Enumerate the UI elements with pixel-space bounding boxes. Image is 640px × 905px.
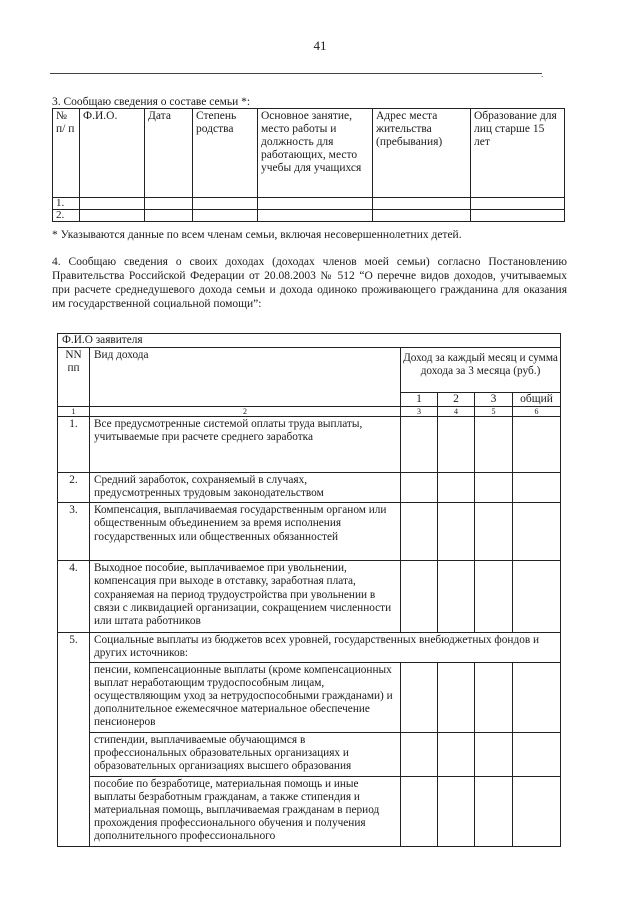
income-subtype: пенсии, компенсационные выплаты (кроме компенсационных выплат неработающим трудоспособным лицам, осуществляющим уход за нетрудоспособными гражданами) и дополнительное ежемесячное материальное обеспечение пенсионеров	[90, 662, 401, 732]
applicant-row	[58, 334, 561, 348]
month-total: общий	[513, 393, 561, 407]
amount-cell[interactable]	[401, 503, 438, 561]
input-cell[interactable]	[258, 198, 373, 210]
family-composition-table	[52, 108, 565, 222]
row-number: 4.	[58, 561, 90, 633]
col-income-type: Вид дохода	[90, 348, 401, 407]
amount-cell[interactable]	[401, 662, 438, 732]
col-number: № п/ п	[53, 109, 80, 198]
input-cell[interactable]	[373, 210, 471, 222]
section4-intro: 4. Сообщаю сведения о своих доходах (доходах членов моей семьи) согласно Постановлению Правительства Российской Федерации от 20.08.2003 № 512 “О перечне видов доходов, учитываемых при расчете среднедушевого дохода семьи и дохода одиноко проживающего гражданина для оказания им государственной социальной помощи”:	[52, 256, 567, 310]
table-row	[53, 210, 565, 222]
month-2: 2	[438, 393, 475, 407]
col-address: Адрес места жительства (пребывания)	[373, 109, 471, 198]
input-cell[interactable]	[80, 198, 145, 210]
amount-cell[interactable]	[475, 503, 513, 561]
table-row	[58, 662, 561, 732]
amount-cell[interactable]	[475, 417, 513, 473]
row-number: 1.	[58, 417, 90, 473]
col-index: 4	[438, 407, 475, 417]
input-cell[interactable]	[258, 210, 373, 222]
table-row	[58, 473, 561, 503]
col-index: 2	[90, 407, 401, 417]
month-1: 1	[401, 393, 438, 407]
amount-cell[interactable]	[475, 776, 513, 846]
table-row	[58, 633, 561, 662]
month-3: 3	[475, 393, 513, 407]
input-cell[interactable]	[145, 198, 193, 210]
table-row	[58, 776, 561, 846]
family-footnote: * Указываются данные по всем членам семьи, включая несовершеннолетних детей.	[52, 229, 462, 241]
col-nn: NN пп	[58, 348, 90, 407]
col-index: 5	[475, 407, 513, 417]
row-number: 1.	[53, 198, 80, 210]
input-cell[interactable]	[145, 210, 193, 222]
amount-cell[interactable]	[438, 662, 475, 732]
amount-cell[interactable]	[513, 732, 561, 776]
amount-cell[interactable]	[401, 776, 438, 846]
scan-mark: .	[541, 69, 544, 79]
col-relation: Степень родства	[193, 109, 258, 198]
amount-cell[interactable]	[401, 417, 438, 473]
amount-cell[interactable]	[438, 417, 475, 473]
family-table-header	[53, 109, 565, 198]
row-number: 2.	[53, 210, 80, 222]
col-occupation: Основное занятие, место работы и должность для работающих, место учебы для учащихся	[258, 109, 373, 198]
income-type: Компенсация, выплачиваемая государственным органом или общественным объединением за время исполнения государственных или общественных обязанностей	[90, 503, 401, 561]
col-date: Дата	[145, 109, 193, 198]
row-number: 3.	[58, 503, 90, 561]
input-cell[interactable]	[471, 198, 565, 210]
amount-cell[interactable]	[438, 732, 475, 776]
amount-cell[interactable]	[438, 561, 475, 633]
income-header-row	[58, 348, 561, 393]
income-type: Выходное пособие, выплачиваемое при увольнении, компенсация при выходе в отставку, заработная плата, сохраняемая на период трудоустройства при увольнении в связи с ликвидацией организации, сокращением численности или штата работников	[90, 561, 401, 633]
income-type: Средний заработок, сохраняемый в случаях, предусмотренных трудовым законодательством	[90, 473, 401, 503]
income-type-group: Социальные выплаты из бюджетов всех уровней, государственных внебюджетных фондов и других источников:	[90, 633, 561, 662]
table-row	[58, 561, 561, 633]
input-cell[interactable]	[373, 198, 471, 210]
col-fio: Ф.И.О.	[80, 109, 145, 198]
amount-cell[interactable]	[513, 662, 561, 732]
amount-cell[interactable]	[513, 473, 561, 503]
amount-cell[interactable]	[401, 561, 438, 633]
column-index-row	[58, 407, 561, 417]
amount-cell[interactable]	[513, 561, 561, 633]
col-index: 1	[58, 407, 90, 417]
income-type: Все предусмотренные системой оплаты труда выплаты, учитываемые при расчете среднего заработка	[90, 417, 401, 473]
table-row	[58, 417, 561, 473]
amount-cell[interactable]	[475, 732, 513, 776]
input-cell[interactable]	[193, 198, 258, 210]
input-cell[interactable]	[471, 210, 565, 222]
col-income-amount: Доход за каждый месяц и сумма дохода за 3 месяца (руб.)	[401, 348, 561, 393]
amount-cell[interactable]	[401, 473, 438, 503]
amount-cell[interactable]	[513, 776, 561, 846]
amount-cell[interactable]	[475, 662, 513, 732]
section3-heading: 3. Сообщаю сведения о составе семьи *:	[52, 96, 251, 108]
col-education: Образование для лиц старше 15 лет	[471, 109, 565, 198]
table-row	[58, 503, 561, 561]
input-cell[interactable]	[193, 210, 258, 222]
amount-cell[interactable]	[475, 561, 513, 633]
amount-cell[interactable]	[438, 776, 475, 846]
amount-cell[interactable]	[438, 473, 475, 503]
row-number: 5.	[58, 633, 90, 846]
amount-cell[interactable]	[513, 503, 561, 561]
row-number: 2.	[58, 473, 90, 503]
income-subtype: стипендии, выплачиваемые обучающимся в профессиональных образовательных организациях и образовательных организациях высшего образования	[90, 732, 401, 776]
amount-cell[interactable]	[438, 503, 475, 561]
table-row	[53, 198, 565, 210]
applicant-label: Ф.И.О заявителя	[58, 334, 561, 348]
input-cell[interactable]	[80, 210, 145, 222]
col-index: 3	[401, 407, 438, 417]
income-subtype: пособие по безработице, материальная помощь и иные выплаты безработным гражданам, а также стипендия и материальная помощь, выплачиваемая гражданам в период прохождения профессионального обучения и получения дополнительного профессионального	[90, 776, 401, 846]
income-table	[57, 333, 561, 847]
amount-cell[interactable]	[513, 417, 561, 473]
amount-cell[interactable]	[475, 473, 513, 503]
table-row	[58, 732, 561, 776]
top-divider	[50, 73, 542, 74]
page-number: 41	[313, 38, 327, 53]
col-index: 6	[513, 407, 561, 417]
amount-cell[interactable]	[401, 732, 438, 776]
